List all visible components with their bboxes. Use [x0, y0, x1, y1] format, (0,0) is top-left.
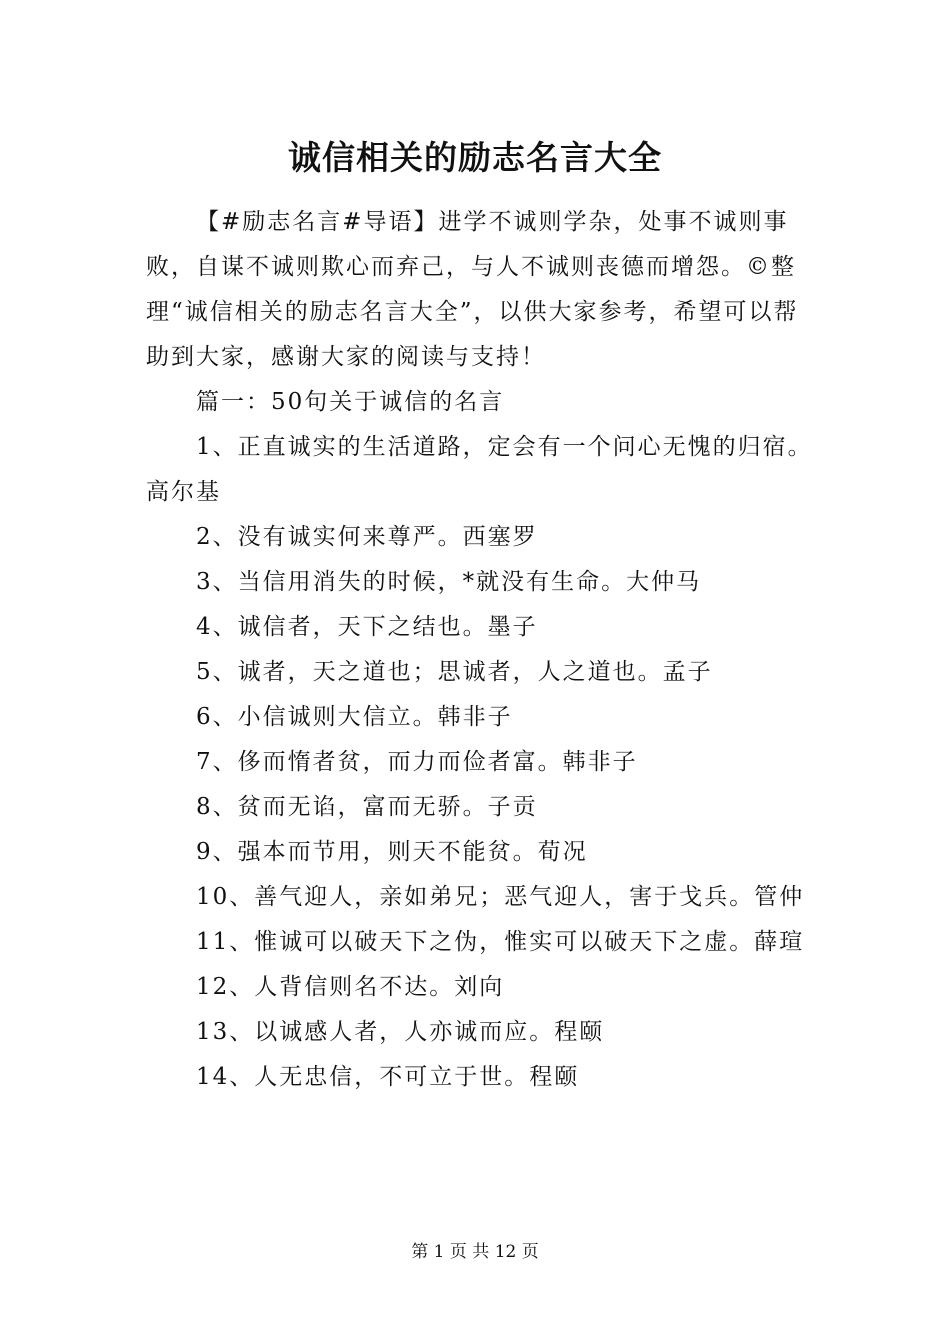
document-body — [146, 200, 822, 1100]
section-heading: 篇一：50句关于诚信的名言 — [196, 389, 505, 415]
quote-item: 5、诚者，天之道也；思诚者，人之道也。孟子 — [196, 659, 713, 685]
quote-item: 3、当信用消失的时候，*就没有生命。大仲马 — [196, 569, 702, 595]
quote-item: 7、侈而惰者贫，而力而俭者富。韩非子 — [196, 749, 638, 775]
quote-item: 2、没有诚实何来尊严。西塞罗 — [196, 524, 538, 550]
quote-item: 8、贫而无谄，富而无骄。子贡 — [196, 794, 538, 820]
quote-item: 1、正直诚实的生活道路，定会有一个问心无愧的归宿。高尔基 — [146, 434, 813, 505]
quote-item: 12、人背信则名不达。刘向 — [196, 974, 505, 1000]
quote-item: 9、强本而节用，则天不能贫。荀况 — [196, 839, 588, 865]
intro-paragraph: 【#励志名言#导语】进学不诚则学杂，处事不诚则事败，自谋不诚则欺心而弃己，与人不诚则丧德而增怨。©整理“诚信相关的励志名言大全”，以供大家参考，希望可以帮助到大家，感谢大家的阅读与支持！ — [146, 209, 799, 370]
quote-item: 4、诚信者，天下之结也。墨子 — [196, 614, 538, 640]
document-title: 诚信相关的励志名言大全 — [288, 138, 662, 177]
quote-item: 11、惟诚可以破天下之伪，惟实可以破天下之虚。薛瑄 — [196, 929, 805, 955]
quote-item: 14、人无忠信，不可立于世。程颐 — [196, 1064, 580, 1090]
page-footer: 第 1 页 共 12 页 — [411, 1242, 539, 1262]
quote-item: 6、小信诚则大信立。韩非子 — [196, 704, 513, 730]
quote-item: 13、以诚感人者，人亦诚而应。程颐 — [196, 1019, 605, 1045]
quote-item: 10、善气迎人，亲如弟兄；恶气迎人，害于戈兵。管仲 — [196, 884, 805, 910]
